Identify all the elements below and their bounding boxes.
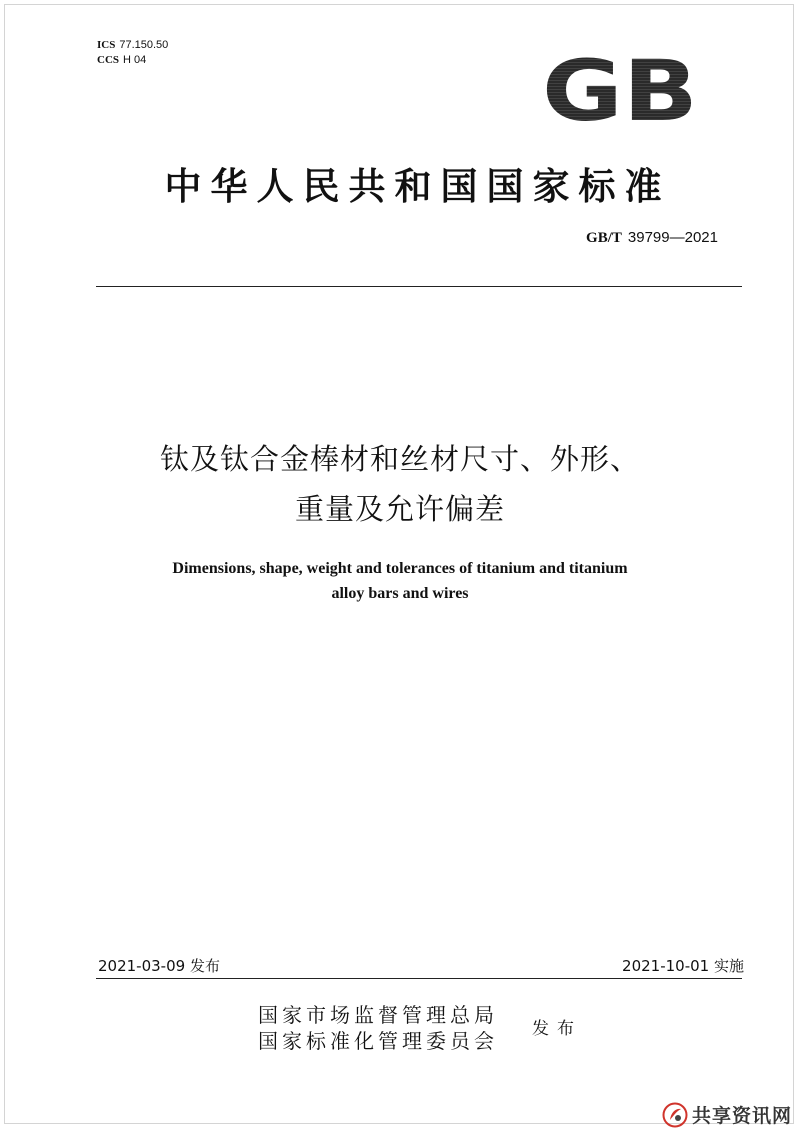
standard-number (586, 229, 718, 247)
issuer-sac: 国家标准化管理委员会 (258, 1029, 498, 1053)
issuing-authorities (258, 1002, 498, 1054)
chinese-title-line-1: 钛及钛合金棒材和丝材尺寸、外形、 (159, 442, 640, 476)
ccs-value: H 04 (123, 54, 147, 66)
ics-value: 77.150.50 (119, 39, 169, 51)
classification-codes (97, 38, 168, 68)
ccs-code (97, 53, 168, 68)
standard-prefix: GB/T (586, 230, 622, 246)
english-title-line-1: Dimensions, shape, weight and tolerances of titanium and titanium (172, 560, 628, 577)
watermark-logo-icon (662, 1102, 688, 1128)
ics-label: ICS (97, 39, 116, 51)
standard-code: 39799—2021 (627, 229, 718, 246)
chinese-title-line-2: 重量及允许偏差 (294, 492, 505, 526)
gb-logo-text: GB (542, 50, 698, 130)
site-watermark (662, 1102, 792, 1128)
ics-code (97, 38, 168, 53)
implementation-date: 2021-10-01 实施 (622, 957, 744, 975)
bottom-divider (96, 978, 742, 979)
top-divider (96, 286, 742, 287)
issue-action: 发布 (532, 1019, 582, 1039)
ccs-label: CCS (97, 54, 120, 66)
watermark-text: 共享资讯网 (692, 1105, 793, 1127)
english-title-line-2: alloy bars and wires (331, 585, 469, 602)
gb-logo (540, 50, 700, 130)
issuer-samr: 国家市场监督管理总局 (258, 1003, 498, 1027)
national-standard-title: 中华人民共和国国家标准 (164, 165, 671, 208)
issue-date: 2021-03-09 发布 (98, 957, 220, 975)
